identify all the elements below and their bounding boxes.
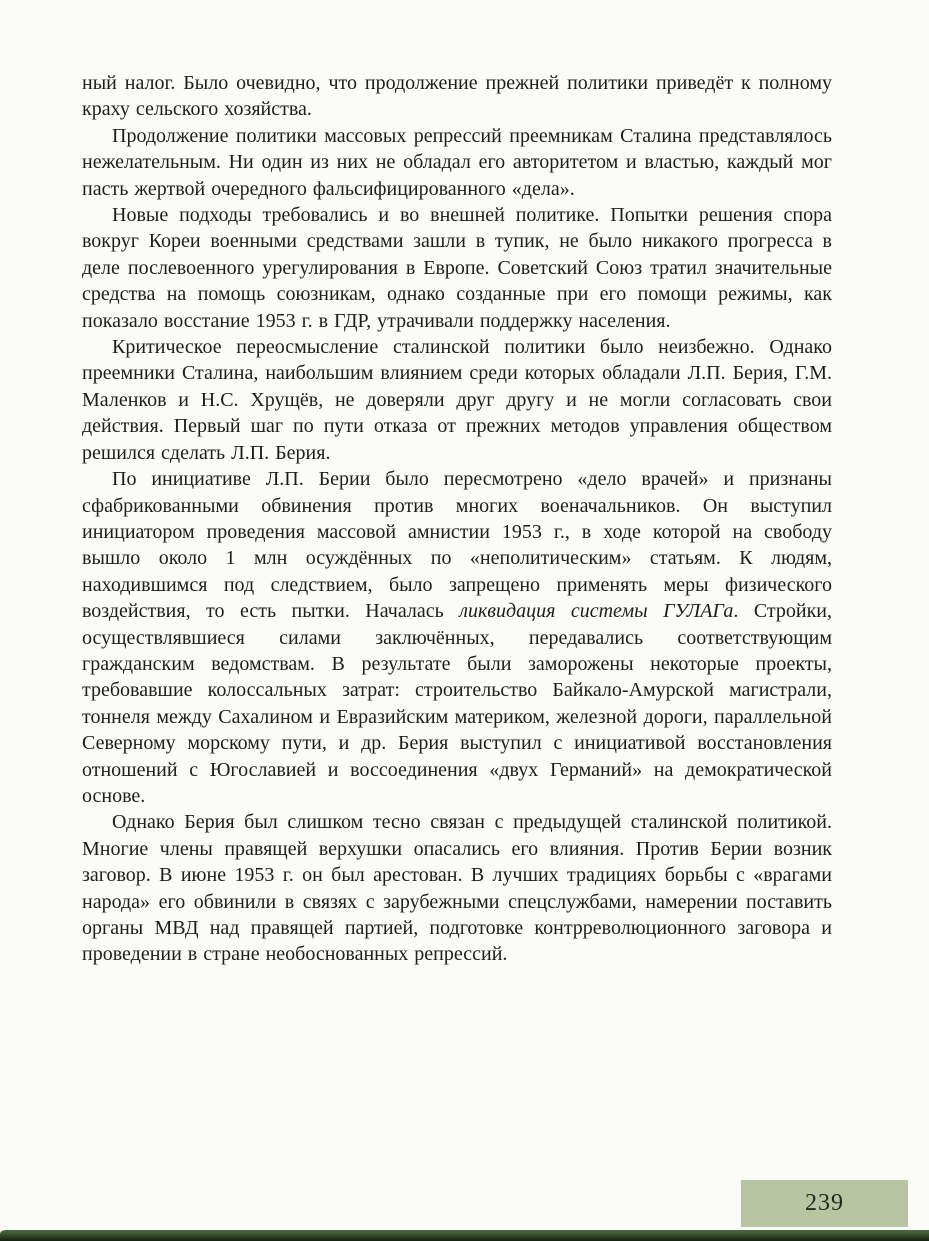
text-run: Однако Берия был слишком тесно связан с предыдущей сталинской политикой. Многие члены правящей верхушки опасались его влияния. Против Берии возник заговор. В июне 1953 г. он был арестован. В лучших традициях борьбы с «врагами народа» его обвинили в связях с зарубежными спецслужбами, намерении поставить органы МВД над правящей партией, подготовке контрреволюционного заговора и проведении в стране необоснованных репрессий. [82,811,832,966]
text-run: По инициативе Л.П. Берии было пересмотрено «дело врачей» и признаны сфабрикованными обвинения против многих военачальников. Он выступил инициатором проведения массовой амнистии 1953 г., в ходе которой на свободу вышло около 1 млн осуждённых по «неполитическим» статьям. К людям, находившимся под следствием, было запрещено применять меры физического воздействия, то есть пытки. Началась [82,468,832,623]
book-edge-strip [0,1230,929,1241]
paragraph [82,466,832,809]
page-number-badge [741,1180,908,1227]
page-number: 239 [805,1190,844,1216]
paragraph [82,334,832,466]
text-run: Критическое переосмысление сталинской политики было неизбежно. Однако преемники Сталина, наибольшим влиянием среди которых обладали Л.П. Берия, Г.М. Маленков и Н.С. Хрущёв, не доверяли друг другу и не могли согласовать свои действия. Первый шаг по пути отказа от прежних методов управления обществом решился сделать Л.П. Берия. [82,336,832,464]
italic-phrase: ликвидация системы ГУЛАГа [459,600,734,623]
paragraph [82,70,832,123]
text-run: . Стройки, осуществлявшиеся силами заключённых, передавались соответствующим гражданским ведомствам. В результате были заморожены некоторые проекты, требовавшие колоссальных затрат: строительство Байкало-Амурской магистрали, тоннеля между Сахалином и Евразийским материком, железной дороги, параллельной Северному морскому пути, и др. Берия выступил с инициативой восстановления отношений с Югославией и воссоединения «двух Германий» на демократической основе. [82,600,832,807]
paragraph [82,809,832,967]
text-run: Продолжение политики массовых репрессий преемникам Сталина представлялось нежелательным. Ни один из них не обладал его авторитетом и властью, каждый мог пасть жертвой очередного фальсифицированного «дела». [82,124,832,200]
text-run: Новые подходы требовались и во внешней политике. Попытки решения спора вокруг Кореи военными средствами зашли в тупик, не было никакого прогресса в деле послевоенного урегулирования в Европе. Советский Союз тратил значительные средства на помощь союзникам, однако созданные при его помощи режимы, как показало восстание 1953 г. в ГДР, утрачивали поддержку населения. [82,204,832,332]
page-text [82,70,832,968]
paragraph [82,202,832,334]
text-run: ный налог. Было очевидно, что продолжение прежней политики приведёт к полному краху сельского хозяйства. [82,72,832,121]
paragraph [82,123,832,202]
